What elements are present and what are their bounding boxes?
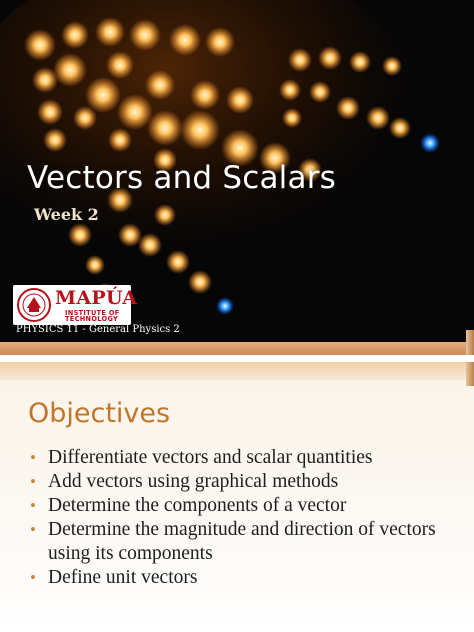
university-seal-icon — [17, 288, 51, 322]
logo-line2: TECHNOLOGY — [65, 315, 119, 323]
objectives-title: Objectives — [28, 398, 171, 429]
bullet-dot-icon: • — [30, 520, 36, 539]
logo-name: MAPÚA — [55, 287, 138, 309]
list-item: • Add vectors using graphical methods — [30, 471, 339, 492]
bullet-dot-icon: • — [30, 496, 36, 515]
list-item: • Determine the components of a vector — [30, 495, 347, 516]
mapua-logo — [13, 285, 138, 325]
slide-footer-band — [0, 342, 474, 355]
slide-header-band — [0, 362, 474, 380]
bullet-dot-icon: • — [30, 472, 36, 491]
objectives-slide — [0, 362, 474, 632]
list-item: • Determine the magnitude and direction of vectors using its components — [30, 519, 436, 564]
slide-corner-accent — [466, 330, 474, 355]
bullet-dot-icon: • — [30, 448, 36, 467]
slide-subtitle: Week 2 — [34, 205, 99, 224]
slide-corner-accent — [466, 362, 474, 386]
list-item: • Define unit vectors — [30, 567, 198, 588]
objectives-list — [30, 446, 470, 590]
slide-title: Vectors and Scalars — [27, 160, 336, 196]
course-label: PHYSICS 11 - General Physics 2 — [16, 324, 180, 335]
bullet-dot-icon: • — [30, 568, 36, 587]
list-item: • Differentiate vectors and scalar quantities — [30, 447, 373, 468]
logo-line1: INSTITUTE OF — [65, 309, 120, 317]
